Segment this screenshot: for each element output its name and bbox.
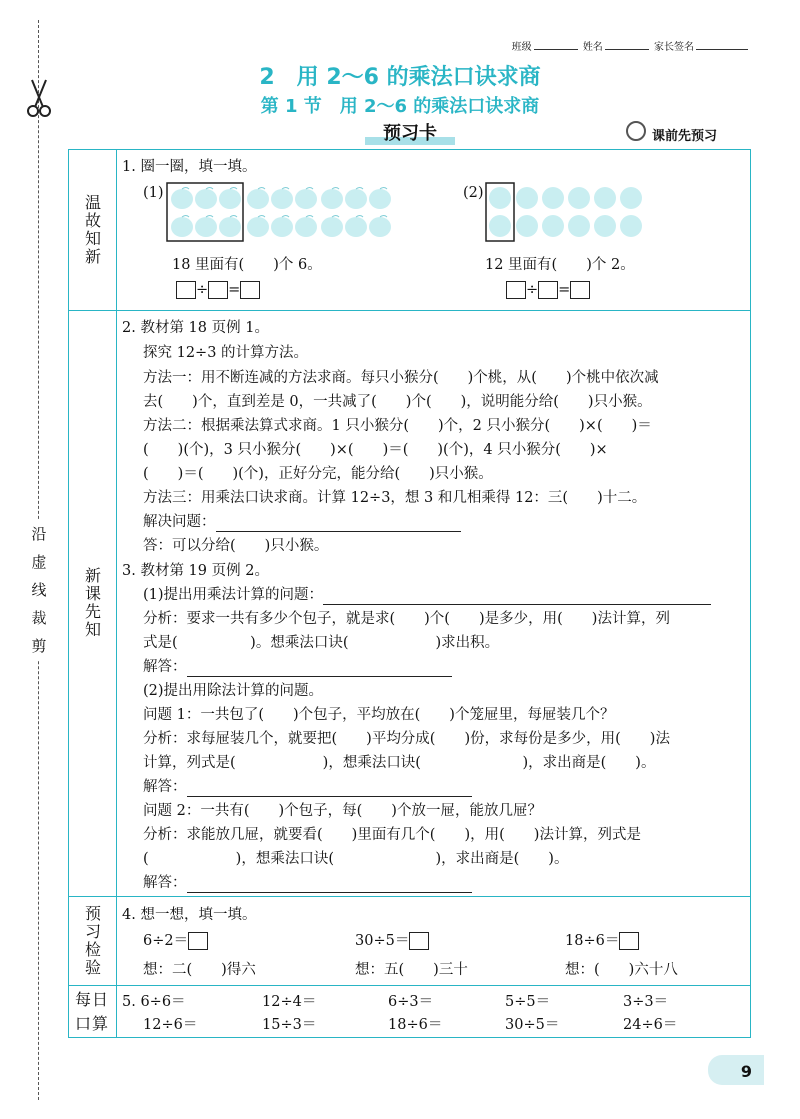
row-divider — [68, 985, 751, 986]
q3-line-3: 分析：要求一共有多少个包子，就是求( )个( )是多少，用( )法计算，列 — [143, 611, 670, 627]
section-check: 预习检验 — [82, 904, 102, 977]
answer-box[interactable] — [570, 281, 590, 299]
page-number: 9 — [740, 1062, 752, 1081]
q1-equation-2: ÷ = — [506, 280, 590, 300]
q5-r2-c2: 15÷3＝ — [262, 1017, 317, 1033]
answer-box[interactable] — [506, 281, 526, 299]
q3-line-5: 解答： — [143, 657, 452, 677]
q4-think-1: 想：二( )得六 — [143, 962, 256, 978]
q2-line-3: 方法一：用不断连减的方法求商。每只小猴分( )个桃，从( )个桃中依次减 — [143, 370, 659, 386]
q4-title: 4. 想一想，填一填。 — [122, 907, 257, 923]
answer-box[interactable] — [176, 281, 196, 299]
q3-line-12: 分析：求能放几屉，就要看( )里面有几个( )，用( )法计算，列式是 — [143, 827, 641, 843]
q4-eq-2: 30÷5＝ — [355, 931, 429, 951]
answer-box[interactable] — [538, 281, 558, 299]
q3-line-4: 式是( )。想乘法口诀( )求出积。 — [143, 635, 500, 651]
section-new: 新课先知 — [82, 567, 102, 639]
q2-line-8: 方法三：用乘法口诀求商。计算 12÷3，想 3 和几相乘得 12：三( )十二。 — [143, 490, 647, 506]
row-divider — [68, 896, 751, 897]
q2-line-10: 答：可以分给( )只小猴。 — [143, 538, 329, 554]
name-field[interactable] — [605, 39, 649, 50]
q3-line-2: (1)提出用乘法计算的问题： — [143, 585, 711, 605]
answer-box[interactable] — [409, 932, 429, 950]
chapter-title: 2 用 2～6 的乘法口诀求商 — [259, 65, 541, 90]
parent-field[interactable] — [696, 39, 748, 50]
cut-along-label: 沿虚线裁剪 — [30, 520, 48, 660]
name-label: 姓名 — [582, 42, 603, 53]
q3-line-11: 问题 2：一共有( )个包子，每( )个放一屉，能放几屉？ — [143, 803, 542, 819]
q2-line-6: ( )(个)，3 只小猴分( )×( )＝( )(个)，4 只小猴分( )× — [143, 442, 608, 458]
row-divider — [68, 310, 751, 311]
q1-sentence-2: 12 里面有( )个 2。 — [485, 257, 635, 273]
q1-sentence-1: 18 里面有( )个 6。 — [172, 257, 322, 273]
answer-box[interactable] — [188, 932, 208, 950]
q5-r2-c3: 18÷6＝ — [388, 1017, 443, 1033]
q2-line-7: ( )＝( )(个)，正好分完，能分给( )只小猴。 — [143, 466, 493, 482]
section-review: 温故知新 — [82, 193, 102, 266]
q4-eq-3: 18÷6＝ — [565, 931, 639, 951]
class-field[interactable] — [534, 39, 578, 50]
q5-r1-c1: 5. 6÷6＝ — [122, 994, 186, 1010]
q5-r2-c4: 30÷5＝ — [505, 1017, 560, 1033]
answer-box[interactable] — [619, 932, 639, 950]
answer-box[interactable] — [208, 281, 228, 299]
answer-line[interactable] — [187, 660, 452, 677]
preview-tag: 课前先预习 — [652, 129, 718, 144]
q1-part2-label: (2) — [463, 185, 484, 201]
q4-think-3: 想：( )六十八 — [565, 962, 678, 978]
peach-group-picture — [166, 182, 446, 244]
column-divider — [116, 149, 117, 1038]
answer-line[interactable] — [216, 515, 461, 532]
card-title: 预习卡 — [355, 121, 465, 147]
answer-line[interactable] — [187, 876, 472, 893]
q5-r1-c4: 5÷5＝ — [505, 994, 551, 1010]
q3-line-7: 问题 1：一共包了( )个包子，平均放在( )个笼屉里，每屉装几个？ — [143, 707, 615, 723]
q5-r1-c3: 6÷3＝ — [388, 994, 434, 1010]
answer-box[interactable] — [240, 281, 260, 299]
answer-line[interactable] — [323, 588, 711, 605]
section-daily: 每日口算 — [74, 989, 109, 1033]
apple-group-picture — [485, 182, 665, 244]
q3-line-8: 分析：求每屉装几个，就要把( )平均分成( )份，求每份是多少，用( )法 — [143, 731, 670, 747]
q5-r2-c1: 12÷6＝ — [143, 1017, 198, 1033]
clock-icon — [626, 121, 646, 141]
q3-line-1: 3. 教材第 19 页例 2。 — [122, 563, 269, 579]
q4-think-2: 想：五( )三十 — [355, 962, 468, 978]
q2-line-5: 方法二：根据乘法算式求商。1 只小猴分( )个，2 只小猴分( )×( )＝ — [143, 418, 652, 434]
section-title: 第 1 节 用 2～6 的乘法口诀求商 — [260, 96, 540, 117]
q5-r1-c5: 3÷3＝ — [623, 994, 669, 1010]
q1-equation-1: ÷ = — [176, 280, 260, 300]
class-label: 班级 — [511, 42, 532, 53]
q5-r2-c5: 24÷6＝ — [623, 1017, 678, 1033]
q2-line-1: 2. 教材第 18 页例 1。 — [122, 320, 269, 336]
page-number-tab — [708, 1055, 764, 1085]
q1-title: 1. 圈一圈，填一填。 — [122, 159, 257, 175]
q1-part1-label: (1) — [143, 185, 164, 201]
q5-r1-c2: 12÷4＝ — [262, 994, 317, 1010]
q2-line-4: 去( )个，直到差是 0，一共减了( )个( )，说明能分给( )只小猴。 — [143, 394, 652, 410]
q3-line-9: 计算，列式是( )，想乘法口诀( )，求出商是( )。 — [143, 755, 656, 771]
q4-eq-1: 6÷2＝ — [143, 931, 208, 951]
q3-line-10: 解答： — [143, 777, 472, 797]
parent-label: 家长签名 — [654, 42, 694, 53]
q3-line-13: ( )，想乘法口诀( )，求出商是( )。 — [143, 851, 569, 867]
q2-line-9: 解决问题： — [143, 512, 461, 532]
q2-line-2: 探究 12÷3 的计算方法。 — [143, 345, 309, 361]
student-info — [512, 38, 750, 53]
q3-line-6: (2)提出用除法计算的问题。 — [143, 683, 324, 699]
answer-line[interactable] — [187, 780, 472, 797]
q3-line-14: 解答： — [143, 873, 472, 893]
